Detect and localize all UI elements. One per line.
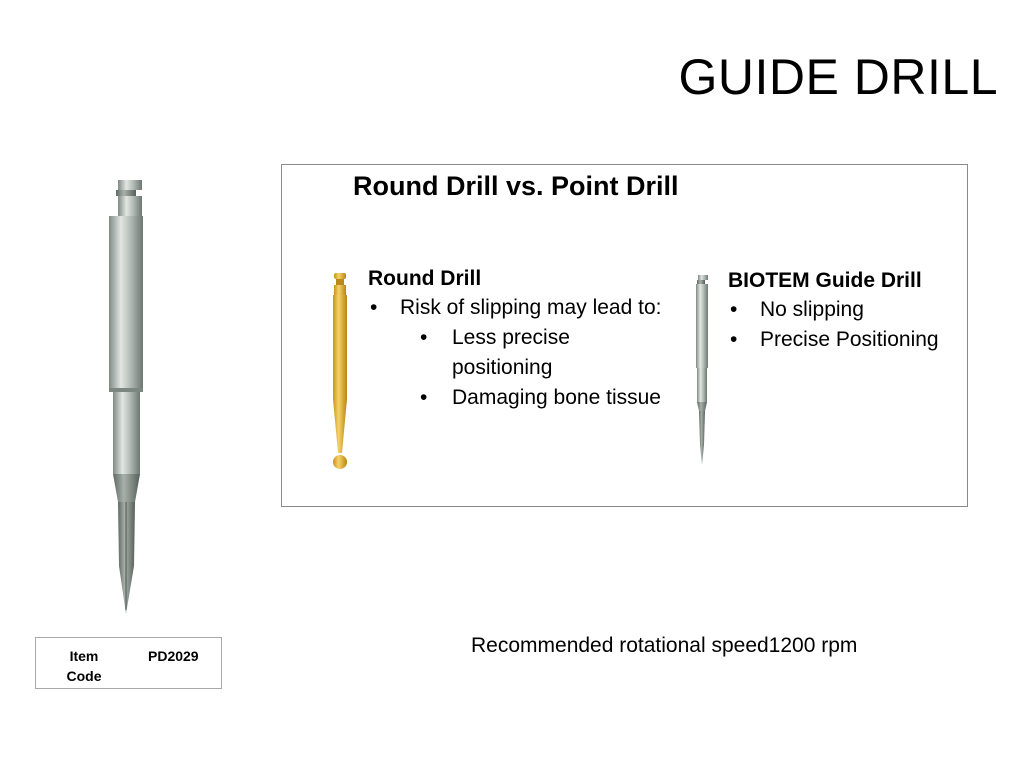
item-code-value: PD2029 [148, 648, 199, 664]
round-drill-point: Risk of slipping may lead to: [400, 296, 662, 319]
guide-drill-column [728, 267, 968, 355]
guide-drill-list [728, 295, 968, 355]
round-drill-column [368, 265, 668, 413]
comparison-title: Round Drill vs. Point Drill [353, 171, 679, 201]
list-item: • Precise Positioning [728, 325, 968, 355]
guide-drill-small-image [692, 275, 712, 467]
rotational-speed-note: Recommended rotational speed1200 rpm [471, 634, 858, 657]
round-drill-heading: Round Drill [368, 267, 482, 290]
list-item [368, 293, 668, 413]
round-drill-sublist [418, 323, 668, 413]
list-item: • Less precise positioning [418, 323, 668, 383]
list-item: • Damaging bone tissue [418, 383, 668, 413]
list-item: • No slipping [728, 295, 968, 325]
item-code-label: Item Code [66, 648, 102, 684]
slide-title: GUIDE DRILL [678, 48, 998, 105]
guide-drill-image [104, 180, 150, 616]
guide-drill-heading: BIOTEM Guide Drill [728, 269, 922, 292]
round-drill-image [330, 273, 350, 471]
comparison-panel [281, 164, 968, 507]
round-drill-list [368, 293, 668, 413]
item-code-table [35, 637, 222, 689]
